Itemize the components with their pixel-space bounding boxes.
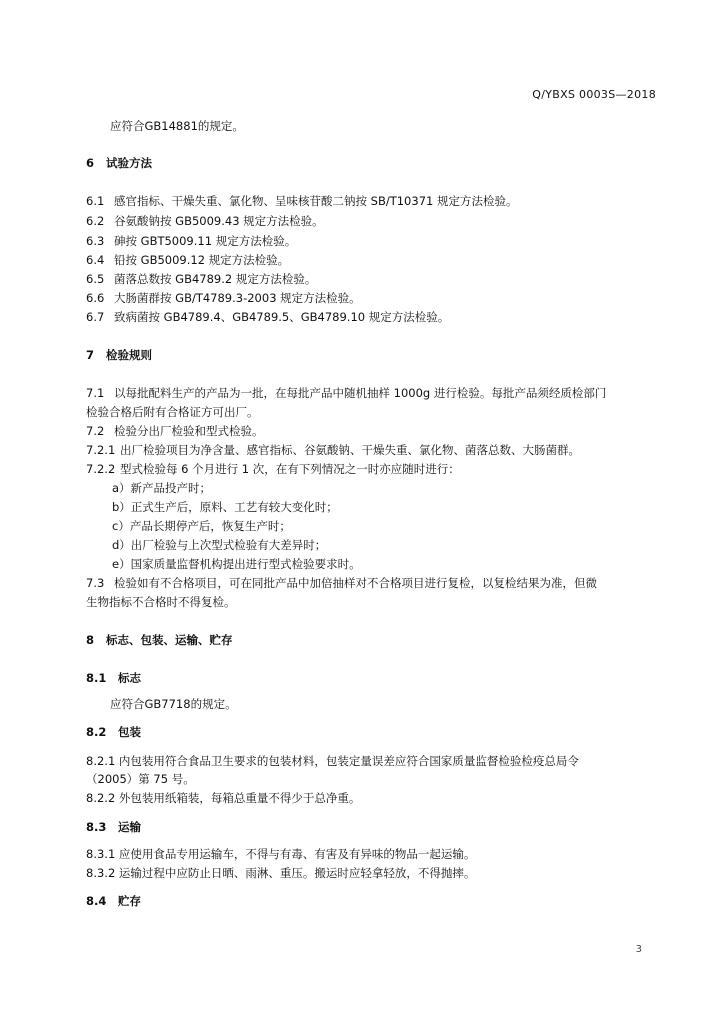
clause-8-3-1: 8.3.1 应使用食品专用运输车，不得与有毒、有害及有异味的物品一起运输。 <box>86 847 476 861</box>
clause-8-2-1-line-2: （2005）第 75 号。 <box>86 772 195 786</box>
clause-6-4: 6.4 铅按 GB5009.12 规定方法检验。 <box>86 253 290 267</box>
section-8-heading: 8 标志、包装、运输、贮存 <box>86 633 233 647</box>
clause-6-1: 6.1 感官指标、干燥失重、氯化物、呈味核苷酸二钠按 SB/T10371 规定方法检验。 <box>86 194 518 208</box>
section-8-1-heading: 8.1 标志 <box>86 671 141 685</box>
clause-7-2-1: 7.2.1 出厂检验项目为净含量、感官指标、谷氨酸钠、干燥失重、氯化物、菌落总数、大肠菌群。 <box>86 443 580 457</box>
clause-7-2-2: 7.2.2 型式检验每 6 个月进行 1 次，在有下列情况之一时亦应随时进行： <box>86 462 460 476</box>
clause-8-2-1-line-1: 8.2.1 内包装用符合食品卫生要求的包装材料，包装定量误差应符合国家质量监督检验检疫总局令 <box>86 754 579 768</box>
clause-6-2: 6.2 谷氨酸钠按 GB5009.43 规定方法检验。 <box>86 214 324 228</box>
clause-7-3-line-2: 生物指标不合格时不得复检。 <box>86 595 236 609</box>
section-6-heading: 6 试验方法 <box>86 156 152 170</box>
clause-8-1-text: 应符合GB7718的规定。 <box>110 697 237 711</box>
clause-7-1-line-1: 7.1 以每批配料生产的产品为一批，在每批产品中随机抽样 1000g 进行检验。每批产品须经质检部门 <box>86 386 607 400</box>
clause-7-1-line-2: 检验合格后附有合格证方可出厂。 <box>86 405 259 419</box>
section-8-3-heading: 8.3 运输 <box>86 820 141 834</box>
clause-6-5: 6.5 菌落总数按 GB4789.2 规定方法检验。 <box>86 272 317 286</box>
condition-a: a）新产品投产时； <box>112 481 212 495</box>
condition-d: d）出厂检验与上次型式检验有大差异时； <box>112 538 327 552</box>
clause-8-2-2: 8.2.2 外包装用纸箱装，每箱总重量不得少于总净重。 <box>86 791 361 805</box>
clause-7-2: 7.2 检验分出厂检验和型式检验。 <box>86 424 264 438</box>
condition-e: e）国家质量监督机构提出进行型式检验要求时。 <box>112 557 361 571</box>
document-code: Q/YBXS 0003S—2018 <box>532 88 656 101</box>
clause-8-3-2: 8.3.2 运输过程中应防止日晒、雨淋、重压。搬运时应轻拿轻放，不得抛摔。 <box>86 866 476 880</box>
condition-c: c）产品长期停产后，恢复生产时； <box>112 519 291 533</box>
clause-6-6: 6.6 大肠菌群按 GB/T4789.3-2003 规定方法检验。 <box>86 291 361 305</box>
clause-7-3-line-1: 7.3 检验如有不合格项目，可在同批产品中加倍抽样对不合格项目进行复检，以复检结果为准，但微 <box>86 576 597 590</box>
condition-b: b）正式生产后，原料、工艺有较大变化时； <box>112 500 338 514</box>
section-7-heading: 7 检验规则 <box>86 348 152 362</box>
section-8-4-heading: 8.4 贮存 <box>86 894 141 908</box>
section-8-2-heading: 8.2 包装 <box>86 725 141 739</box>
page-number: 3 <box>635 944 642 955</box>
clause-6-7: 6.7 致病菌按 GB4789.4、GB4789.5、GB4789.10 规定方法检验。 <box>86 310 450 324</box>
intro-text: 应符合GB14881的规定。 <box>110 119 244 133</box>
clause-6-3: 6.3 砷按 GBT5009.11 规定方法检验。 <box>86 234 297 248</box>
